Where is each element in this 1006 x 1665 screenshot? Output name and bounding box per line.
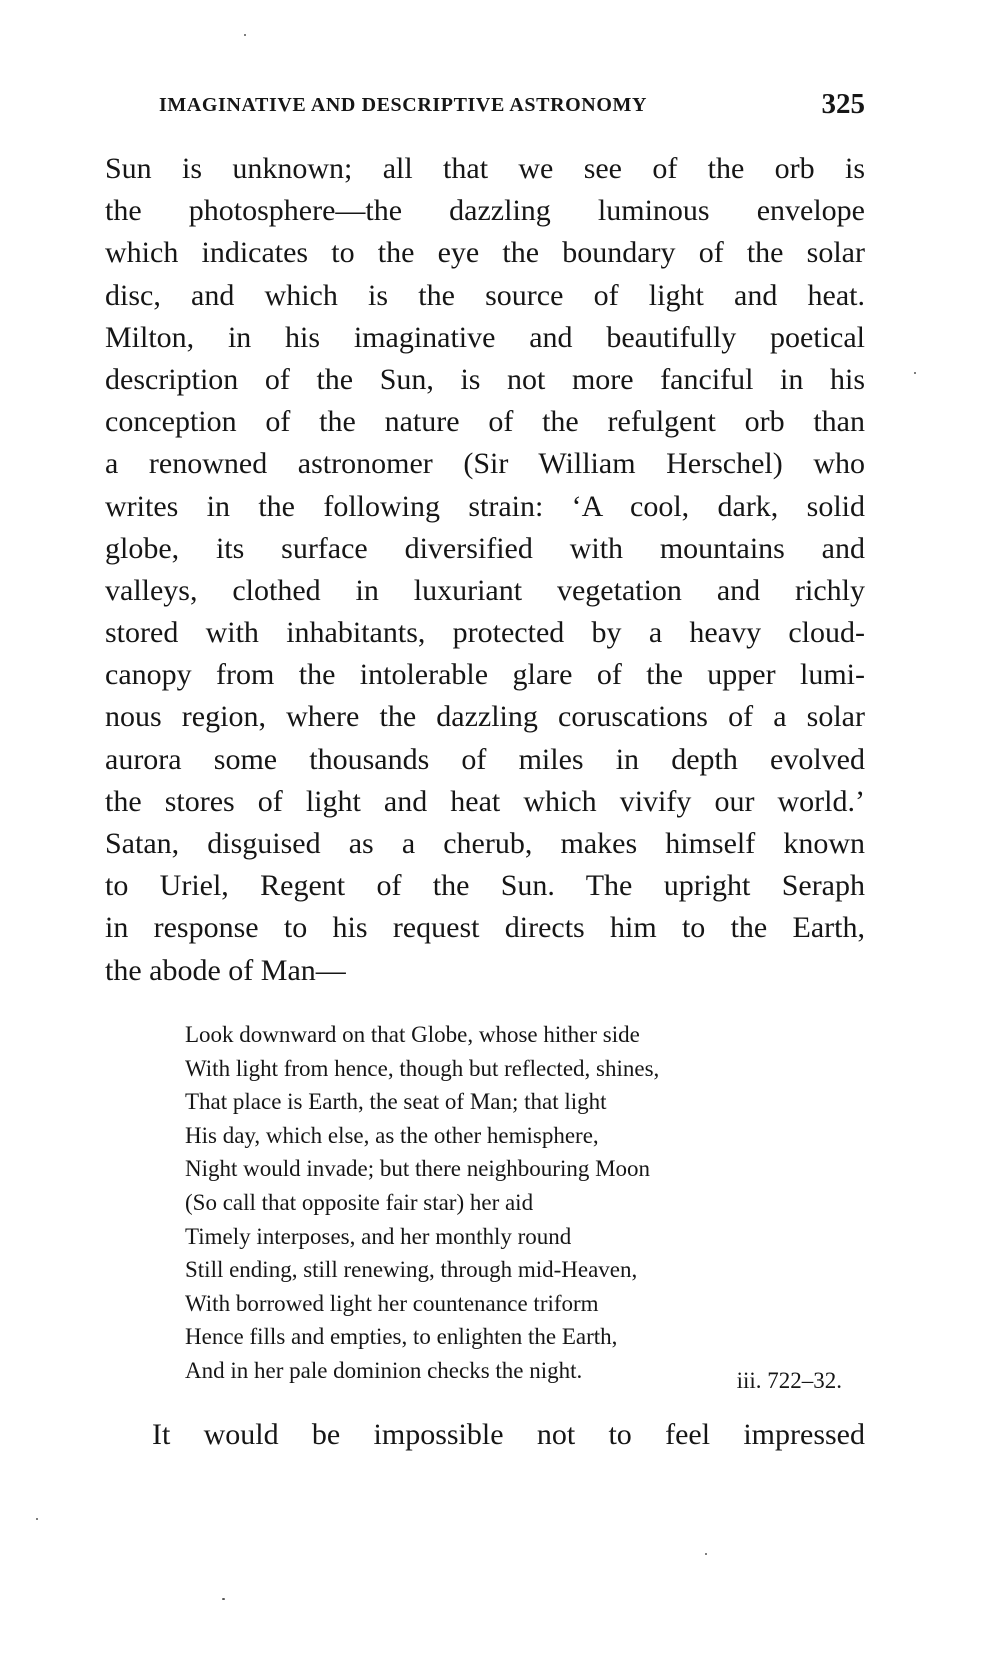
- paragraph-line: conception of the nature of the refulgent orb than: [105, 405, 865, 439]
- verse-line: And in her pale dominion checks the night.: [185, 1357, 583, 1383]
- verse-line: Hence fills and empties, to enlighten the Earth,: [185, 1324, 618, 1350]
- verse-quotation: [185, 1018, 825, 1388]
- scan-speck: [914, 372, 916, 374]
- running-head: [105, 88, 865, 124]
- paragraph-line: Sun is unknown; all that we see of the orb is: [105, 152, 865, 185]
- closing-paragraph: [152, 1414, 865, 1456]
- paragraph-line: in response to his request directs him to the Earth,: [105, 911, 865, 945]
- scan-speck: [222, 1598, 225, 1600]
- paragraph-line: canopy from the intolerable glare of the upper lumi-: [105, 658, 865, 692]
- paragraph-line: disc, and which is the source of light and heat.: [105, 278, 865, 312]
- paragraph-line: a renowned astronomer (Sir William Herschel) who: [105, 447, 865, 481]
- verse-line: Still ending, still renewing, through mid-Heaven,: [185, 1257, 638, 1283]
- page-number: 325: [821, 88, 865, 120]
- verse-line: Look downward on that Globe, whose hither side: [185, 1022, 640, 1047]
- paragraph-line: globe, its surface diversified with mountains and: [105, 531, 865, 565]
- paragraph-line: stored with inhabitants, protected by a heavy cloud-: [105, 616, 865, 650]
- paragraph-line: writes in the following strain: ‘A cool, dark, solid: [105, 489, 865, 523]
- verse-line: That place is Earth, the seat of Man; that light: [185, 1089, 607, 1115]
- running-title: IMAGINATIVE AND DESCRIPTIVE ASTRONOMY: [159, 94, 648, 116]
- paragraph-line: It would be impossible not to feel impressed: [152, 1418, 865, 1451]
- verse-citation: iii. 722–32.: [736, 1368, 842, 1393]
- paragraph-line: description of the Sun, is not more fanciful in his: [105, 362, 865, 396]
- verse-line: With borrowed light her countenance triform: [185, 1290, 599, 1316]
- paragraph-line: to Uriel, Regent of the Sun. The upright Seraph: [105, 869, 865, 903]
- paragraph-line: the stores of light and heat which vivify our world.’: [105, 784, 865, 818]
- scan-speck: [705, 1553, 707, 1555]
- verse-line: (So call that opposite fair star) her aid: [185, 1189, 534, 1215]
- body-paragraph: [105, 148, 865, 992]
- paragraph-line: Satan, disguised as a cherub, makes himself known: [105, 827, 865, 860]
- verse-line: With light from hence, though but reflected, shines,: [185, 1055, 660, 1081]
- paragraph-line: which indicates to the eye the boundary of the solar: [105, 236, 865, 270]
- paragraph-line: valleys, clothed in luxuriant vegetation and richly: [105, 573, 865, 607]
- scan-speck: [36, 1518, 38, 1520]
- verse-line: Timely interposes, and her monthly round: [185, 1223, 572, 1249]
- scan-speck: [244, 34, 246, 36]
- paragraph-line: aurora some thousands of miles in depth evolved: [105, 742, 865, 776]
- paragraph-line: the abode of Man—: [105, 953, 346, 987]
- paragraph-line: Milton, in his imaginative and beautifully poetical: [105, 320, 865, 354]
- paragraph-line: the photosphere—the dazzling luminous envelope: [105, 194, 865, 228]
- verse-line: His day, which else, as the other hemisphere,: [185, 1122, 599, 1148]
- verse-line: Night would invade; but there neighbouring Moon: [185, 1156, 651, 1182]
- paragraph-line: nous region, where the dazzling coruscations of a solar: [105, 700, 865, 734]
